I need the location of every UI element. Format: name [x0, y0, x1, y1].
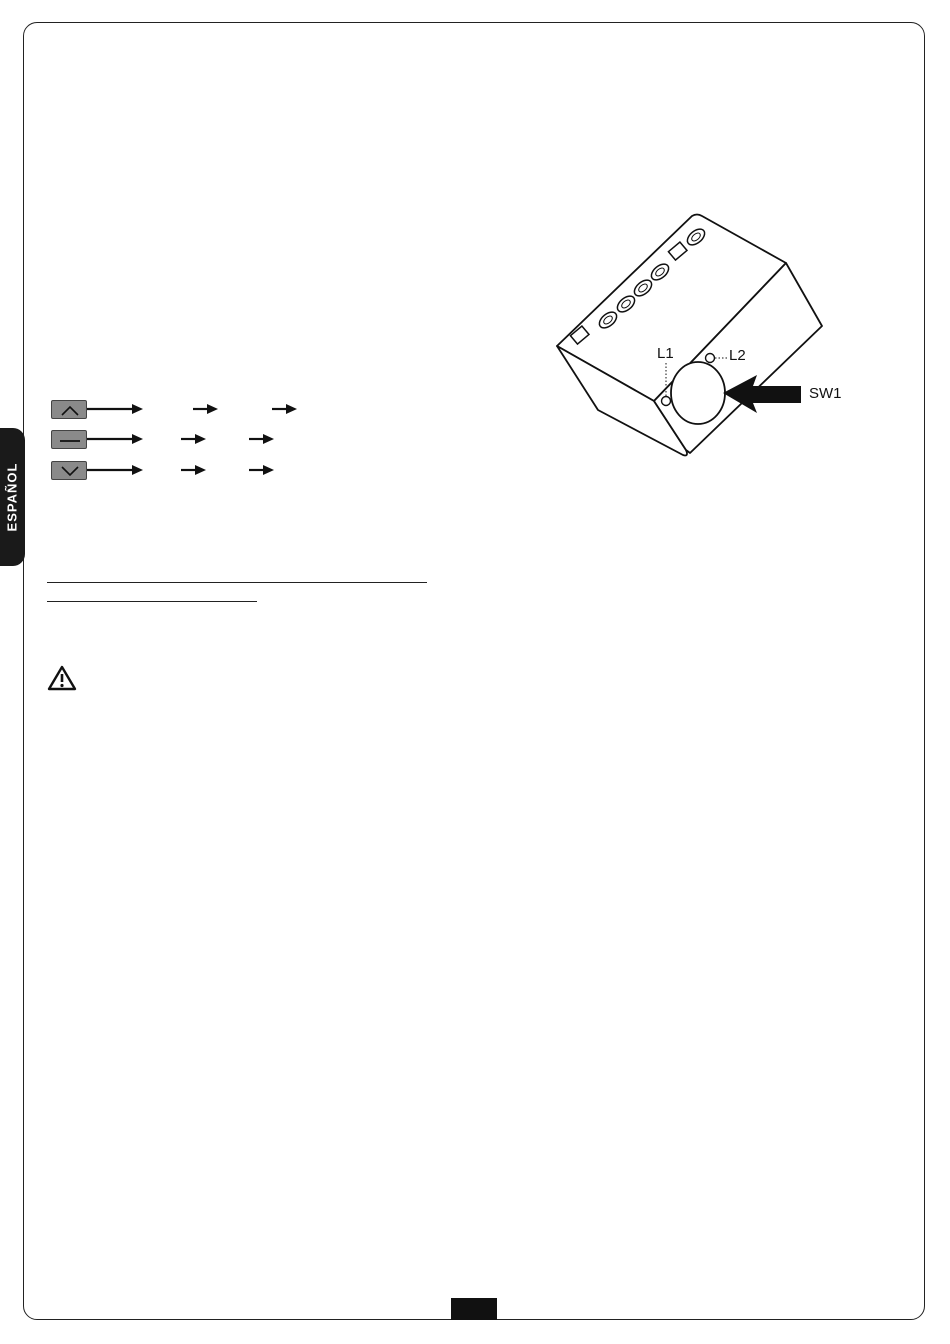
- down-row-arrows: [51, 461, 311, 481]
- device-figure: [550, 205, 860, 470]
- page-number-box: [451, 1298, 497, 1320]
- label-l1: L1: [657, 345, 674, 362]
- minus-row-arrows: [51, 430, 311, 450]
- rule-short: [47, 601, 257, 602]
- receiver-device-drawing: [550, 205, 860, 470]
- up-row-arrows: [51, 400, 311, 420]
- rule-long: [47, 582, 427, 583]
- label-l2: L2: [729, 347, 746, 364]
- button-row-down: [51, 461, 311, 481]
- warning-icon: [47, 665, 77, 691]
- language-tab-label: ESPAÑOL: [4, 462, 20, 532]
- button-row-up: [51, 400, 311, 420]
- label-sw1: SW1: [809, 385, 842, 402]
- button-row-minus: [51, 430, 311, 450]
